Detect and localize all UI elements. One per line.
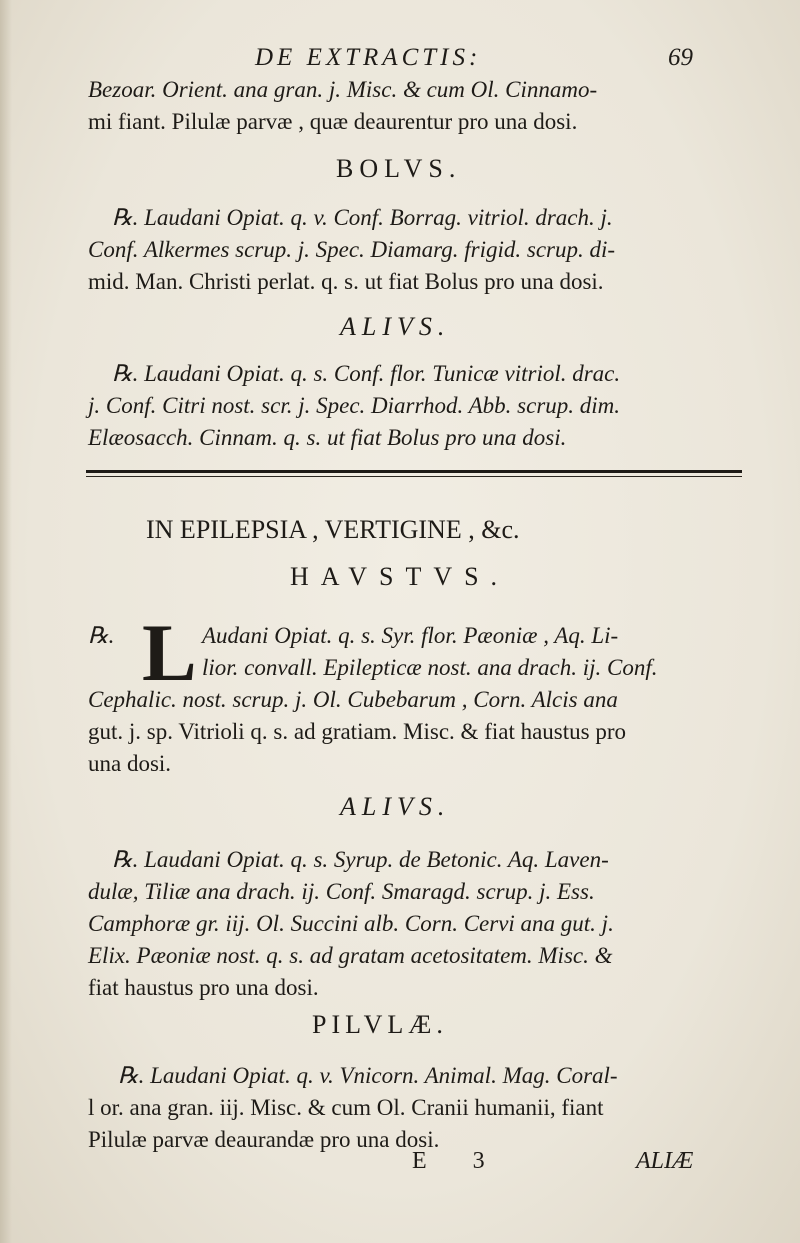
section-title-bolus: BOLVS. <box>336 154 462 183</box>
pilulae-line-1: ℞. Laudani Opiat. q. v. Vnicorn. Animal. Mag. Coral- <box>118 1063 618 1088</box>
section-title-alius-1: ALIVS. <box>340 312 451 341</box>
intro-line-2: mi fiant. Pilulæ parvæ , quæ deaurentur pro una dosi. <box>88 109 578 134</box>
alius1-line-2: j. Conf. Citri nost. scr. j. Spec. Diarrhod. Abb. scrup. dim. <box>88 393 621 418</box>
intro-line-1: Bezoar. Orient. ana gran. j. Misc. & cum Ol. Cinnamo- <box>88 77 598 102</box>
alius1-line-1: ℞. Laudani Opiat. q. s. Conf. flor. Tunicæ vitriol. drac. <box>112 361 621 386</box>
haustus-line-5: una dosi. <box>88 751 172 776</box>
divider-rule-thick <box>86 470 742 473</box>
chapter-heading: IN EPILEPSIA , VERTIGINE , &c. <box>146 515 520 544</box>
bolus-line-2: Conf. Alkermes scrup. j. Spec. Diamarg. frigid. scrup. di- <box>88 237 616 262</box>
signature-mark: E 3 <box>412 1148 485 1174</box>
alius2-line-2: dulæ, Tiliæ ana drach. ij. Conf. Smaragd. scrup. j. Ess. <box>88 879 595 904</box>
alius2-line-5: fiat haustus pro una dosi. <box>88 975 319 1000</box>
section-title-alius-2: ALIVS. <box>340 792 451 821</box>
bolus-line-3: mid. Man. Christi perlat. q. s. ut fiat Bolus pro una dosi. <box>88 269 604 294</box>
alius2-line-1: ℞. Laudani Opiat. q. s. Syrup. de Betonic. Aq. Laven- <box>112 847 609 872</box>
catchword: ALIÆ <box>636 1148 694 1174</box>
divider-rule-thin <box>86 476 742 477</box>
rx-symbol: ℞. <box>88 623 115 648</box>
drop-cap-initial: L <box>142 607 197 698</box>
alius2-line-4: Elix. Pæoniæ nost. q. s. ad gratam acetositatem. Misc. & <box>88 943 613 968</box>
alius2-line-3: Camphoræ gr. iij. Ol. Succini alb. Corn. Cervi ana gut. j. <box>88 911 614 936</box>
haustus-line-1: Audani Opiat. q. s. Syr. flor. Pæoniæ , Aq. Li- <box>202 623 619 648</box>
page-number: 69 <box>668 44 693 71</box>
haustus-line-3: Cephalic. nost. scrup. j. Ol. Cubebarum , Corn. Alcis ana <box>88 687 618 712</box>
section-title-haustus: HAVSTVS. <box>290 562 510 591</box>
haustus-line-4: gut. j. sp. Vitrioli q. s. ad gratiam. Misc. & fiat haustus pro <box>88 719 627 744</box>
haustus-line-2: lior. convall. Epilepticæ nost. ana drach. ij. Conf. <box>202 655 658 680</box>
page-gutter-shadow <box>0 0 12 1243</box>
section-title-pilulae: PILVLÆ. <box>312 1010 448 1039</box>
pilulae-line-2: l or. ana gran. iij. Misc. & cum Ol. Cranii humanii, fiant <box>88 1095 604 1120</box>
pilulae-line-3: Pilulæ parvæ deaurandæ pro una dosi. <box>88 1127 440 1152</box>
bolus-line-1: ℞. Laudani Opiat. q. v. Conf. Borrag. vitriol. drach. j. <box>112 205 613 230</box>
running-head: DE EXTRACTIS: <box>255 44 482 71</box>
alius1-line-3: Elæosacch. Cinnam. q. s. ut fiat Bolus pro una dosi. <box>88 425 567 450</box>
